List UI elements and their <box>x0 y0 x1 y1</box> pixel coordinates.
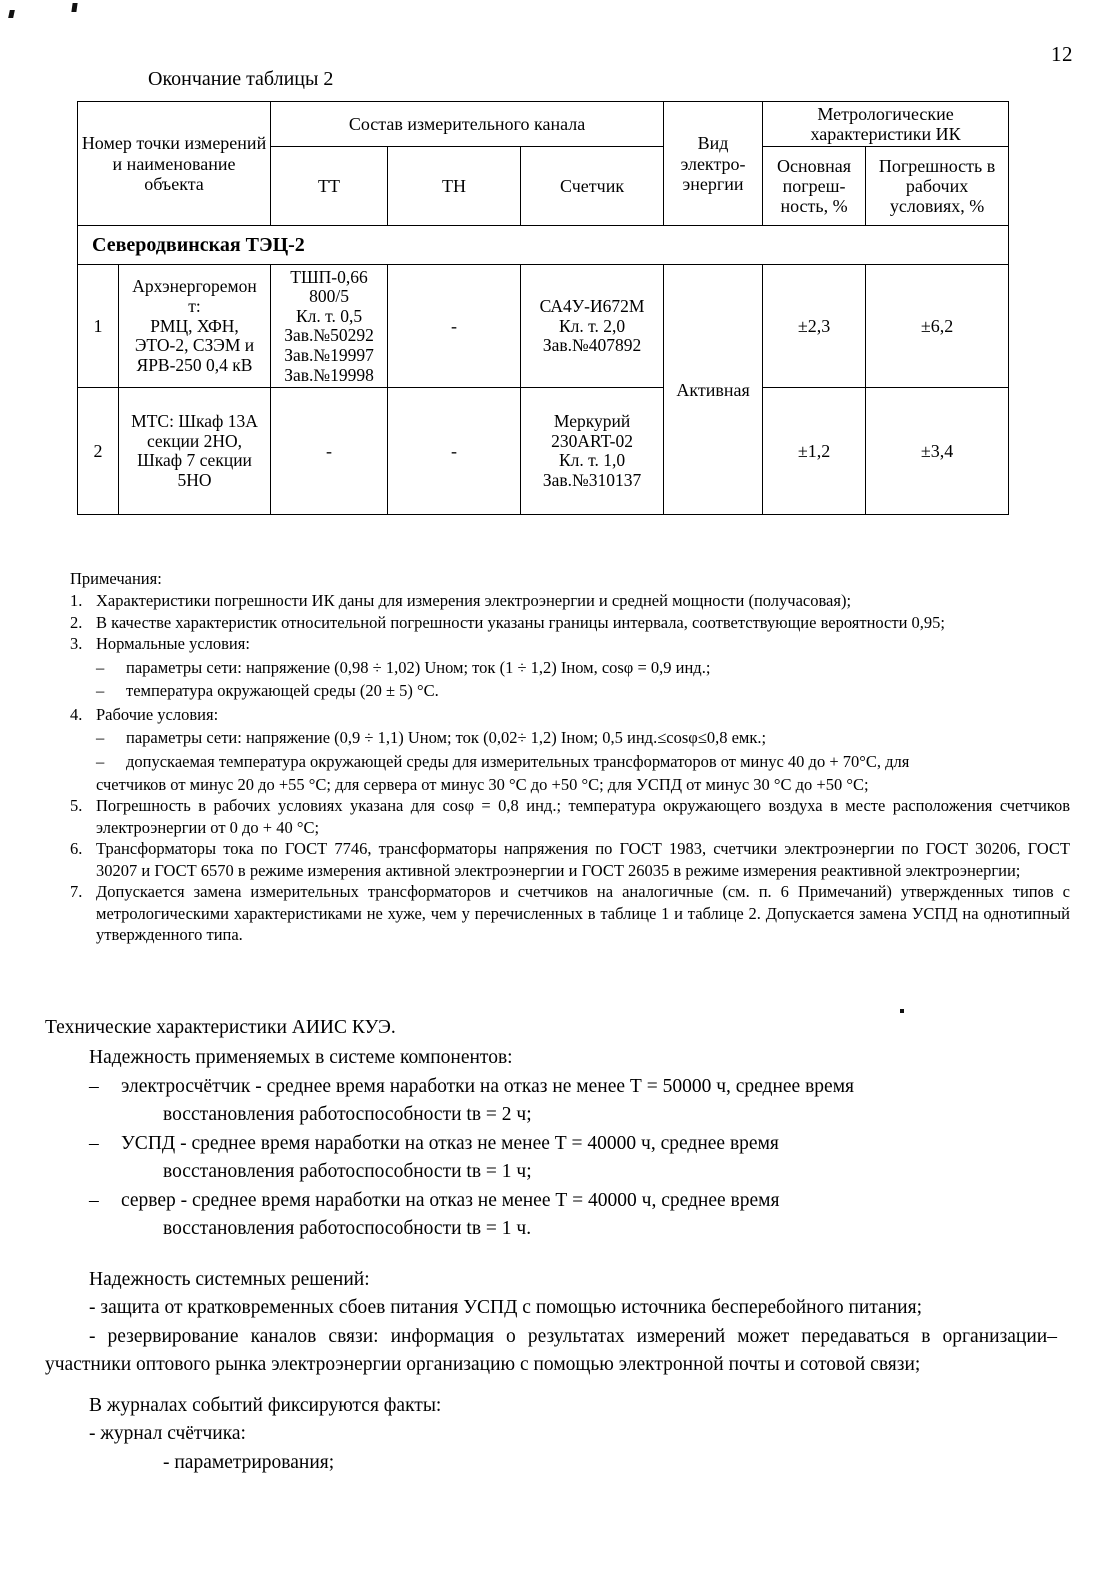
dash-bullet: – <box>89 1132 99 1154</box>
header-channel-composition: Состав измерительного канала <box>271 102 664 147</box>
cell-point-number: 2 <box>78 388 119 515</box>
cell-voltage-transformer: - <box>388 265 521 388</box>
note-item-3 <box>70 633 1070 654</box>
journal-meter: - журнал счётчика: <box>89 1423 246 1445</box>
table-section-header-row <box>78 226 1009 265</box>
note-item-4-b-cont: счетчиков от минус 20 до +55 °С; для сервера от минус 30 °С до +50 °С; для УСПД от минус 30 °С до +50 °С; <box>96 774 869 794</box>
spacer <box>45 1380 1057 1392</box>
meter-line: Кл. т. 1,0 <box>558 450 626 471</box>
note-item-3-a <box>70 657 1070 678</box>
note-item-2 <box>70 612 1070 633</box>
header-meter: Счетчик <box>521 147 664 226</box>
note-marker: 3. <box>70 634 83 654</box>
tt-line: Зав.№19997 <box>284 344 374 365</box>
bullet-text: УСПД - среднее время наработки на отказ не менее Т = 40000 ч, среднее время <box>121 1132 779 1154</box>
heading-component-reliability: Надежность применяемых в системе компонентов: <box>89 1047 513 1069</box>
cell-base-error: ±1,2 <box>763 388 866 515</box>
notes-title: Примечания: <box>70 569 162 588</box>
table-header <box>78 102 1009 226</box>
note-text: параметры сети: напряжение (0,98 ÷ 1,02) Uном; ток (1 ÷ 1,2) Iном, cosφ = 0,9 инд.; <box>126 657 711 677</box>
cell-object-name <box>119 388 271 515</box>
system-item-ups: - защита от кратковременных сбоев питания УСПД с помощью источника бесперебойного питания; <box>89 1297 923 1319</box>
header-metrology: Метрологические характеристики ИК <box>763 102 1009 147</box>
note-item-1 <box>70 590 1070 611</box>
tt-line: Зав.№50292 <box>284 325 374 346</box>
bullet-text: сервер - среднее время наработки на отказ не менее Т = 40000 ч, среднее время <box>121 1189 780 1211</box>
dash-bullet: – <box>96 728 105 748</box>
object-line: Архэнергоремон <box>132 276 257 297</box>
page-number: 12 <box>1051 42 1073 66</box>
scan-artifact <box>900 1009 904 1013</box>
note-marker: 2. <box>70 612 83 632</box>
tt-line: Зав.№19998 <box>284 364 374 385</box>
meter-line: Кл. т. 2,0 <box>558 315 626 336</box>
journal-meter-parametrization: - параметрирования; <box>163 1451 335 1473</box>
header-work-error: Погрешность в рабочих условиях, % <box>866 147 1009 226</box>
note-item-5 <box>70 795 1070 838</box>
cell-base-error: ±2,3 <box>763 265 866 388</box>
cell-meter <box>521 265 664 388</box>
dash-bullet: – <box>89 1189 99 1211</box>
meter-line: СА4У-И672М <box>539 295 645 316</box>
cell-current-transformer: - <box>271 388 388 515</box>
note-item-6 <box>70 838 1070 881</box>
table-row <box>78 265 1009 388</box>
note-marker: 4. <box>70 704 83 724</box>
bullet-server-line2: восстановления работоспособности tв = 1 ч. <box>163 1218 532 1240</box>
table-caption: Окончание таблицы 2 <box>148 68 334 90</box>
note-item-3-b <box>70 680 1070 701</box>
object-line: 5НО <box>177 469 212 490</box>
cell-current-transformer <box>271 265 388 388</box>
note-marker: 7. <box>70 882 83 902</box>
heading-system-reliability: Надежность системных решений: <box>89 1268 370 1290</box>
note-text: параметры сети: напряжение (0,9 ÷ 1,1) Uном; ток (0,02÷ 1,2) Iном; 0,5 инд.≤cosφ≤0,8 емк.; <box>126 728 767 748</box>
tt-line: Кл. т. 0,5 <box>295 305 363 326</box>
tt-line: 800/5 <box>309 286 349 307</box>
header-point-name: Номер точки измерений и наименование объекта <box>78 102 271 226</box>
note-text: допускаемая температура окружающей среды для измерительных трансформаторов от минус 40 до + 70°С, для <box>126 751 910 771</box>
note-text: Трансформаторы тока по ГОСТ 7746, трансформаторы напряжения по ГОСТ 1983, счетчики электроэнергии по ГОСТ 30206, ГОСТ 30207 и ГОСТ 6570 в режиме измерения активной электроэнергии и ГОСТ 26035 в режиме измерения реактивной электроэнергии; <box>96 839 1070 880</box>
bullet-server <box>45 1187 1057 1215</box>
bullet-text: электросчётчик - среднее время наработки на отказ не менее Т = 50000 ч, среднее время <box>121 1075 855 1097</box>
heading-technical-characteristics: Технические характеристики АИИС КУЭ. <box>45 1017 396 1038</box>
spacer <box>45 1244 1057 1266</box>
tt-line: ТШП-0,66 <box>290 266 368 287</box>
note-marker: 6. <box>70 839 83 859</box>
meter-line: Меркурий <box>553 411 631 432</box>
body-text-block <box>45 1014 1057 1477</box>
meter-line: Зав.№407892 <box>542 335 642 356</box>
dash-bullet: – <box>96 657 105 677</box>
bullet-meter-line2: восстановления работоспособности tв = 2 ч; <box>163 1104 532 1126</box>
cell-work-error: ±6,2 <box>866 265 1009 388</box>
note-text: Рабочие условия: <box>96 704 219 724</box>
scan-artifact <box>71 3 77 12</box>
header-tt: ТТ <box>271 147 388 226</box>
note-item-4 <box>70 704 1070 725</box>
note-text: В качестве характеристик относительной погрешности указаны границы интервала, соответствующие вероятности 0,95; <box>96 612 946 632</box>
cell-work-error: ±3,4 <box>866 388 1009 515</box>
cell-voltage-transformer: - <box>388 388 521 515</box>
cell-meter <box>521 388 664 515</box>
dash-bullet: – <box>96 681 105 701</box>
meter-line: Зав.№310137 <box>542 469 642 490</box>
meter-line: 230ART-02 <box>551 430 633 451</box>
object-line: РМЦ, ХФН, <box>150 315 239 336</box>
cell-object-name <box>119 265 271 388</box>
bullet-uspd <box>45 1130 1057 1158</box>
table-row <box>78 388 1009 515</box>
bullet-uspd-line2: восстановления работоспособности tв = 1 ч; <box>163 1161 532 1183</box>
note-marker: 5. <box>70 796 83 816</box>
note-text: Допускается замена измерительных трансформаторов и счетчиков на аналогичные (см. п. 6 Примечаний) утвержденных типов с метрологическими характеристиками не хуже, чем у перечисленных в таблице 1 и таблице 2. Допускается замена УСПД на однотипный утвержденного типа. <box>96 882 1070 944</box>
object-line: МТС: Шкаф 13А <box>131 411 258 432</box>
note-item-7 <box>70 881 1070 945</box>
header-base-error: Основная погреш-ность, % <box>763 147 866 226</box>
note-item-4-b <box>70 751 1070 772</box>
dash-bullet: – <box>89 1075 99 1097</box>
note-text: Характеристики погрешности ИК даны для измерения электроэнергии и средней мощности (получасовая); <box>96 591 852 611</box>
note-text: температура окружающей среды (20 ± 5) °С. <box>126 681 439 701</box>
notes-block <box>70 568 1070 945</box>
dash-bullet: – <box>96 751 105 771</box>
note-text: Погрешность в рабочих условиях указана для cosφ = 0,8 инд.; температура окружающего воздуха в месте расположения счетчиков электроэнергии от 0 до + 40 °С; <box>96 796 1070 837</box>
header-tn: ТН <box>388 147 521 226</box>
cell-energy-type: Активная <box>664 265 763 515</box>
note-marker: 1. <box>70 591 83 611</box>
object-line: Шкаф 7 секции <box>137 450 252 471</box>
scan-artifact <box>8 10 15 18</box>
table-body <box>78 226 1009 515</box>
object-line: т: <box>188 295 201 316</box>
system-item-channel-backup: - резервирование каналов связи: информация о результатах измерений может передаваться в организации–участники оптового рынка электроэнергии организацию с помощью электронной почты и сотовой связи; <box>45 1325 1057 1376</box>
object-line: секции 2НО, <box>146 430 243 451</box>
header-energy-type: Вид электро-энергии <box>664 102 763 226</box>
measurement-channels-table <box>77 101 1009 515</box>
heading-event-journals: В журналах событий фиксируются факты: <box>89 1394 442 1416</box>
section-title: Северодвинская ТЭЦ-2 <box>78 226 1009 265</box>
object-line: ЭТО-2, СЗЭМ и <box>134 335 255 356</box>
note-text: Нормальные условия: <box>96 634 250 654</box>
note-item-4-a <box>70 727 1070 748</box>
bullet-meter <box>45 1073 1057 1101</box>
cell-point-number: 1 <box>78 265 119 388</box>
object-line: ЯРВ-250 0,4 кВ <box>136 354 253 375</box>
